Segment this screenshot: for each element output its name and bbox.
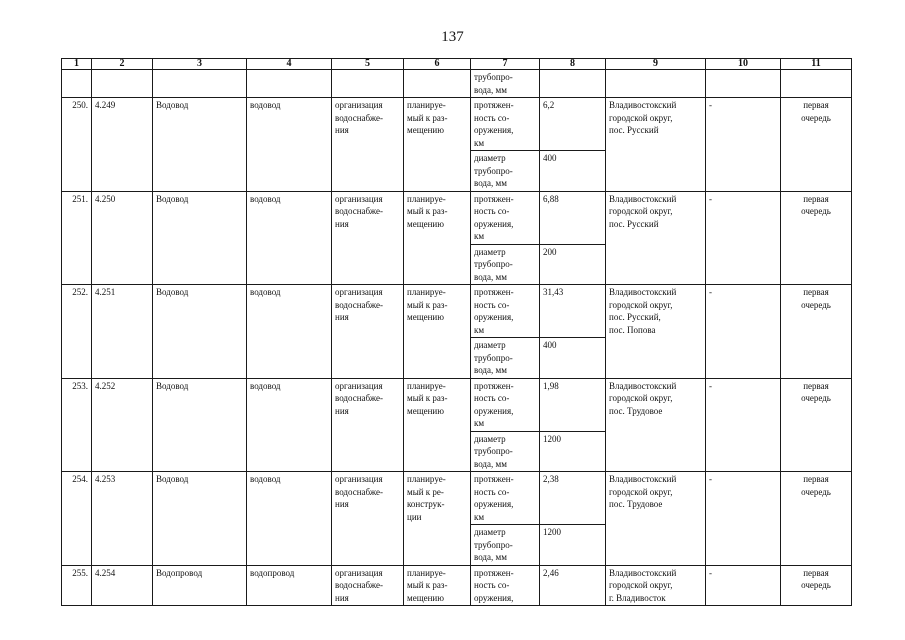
column-number-header: 5 (332, 59, 404, 70)
object-type: водовод (247, 98, 332, 192)
table-row (62, 98, 852, 151)
column-number-header: 2 (92, 59, 153, 70)
object-purpose: организация водоснабже- ния (332, 285, 404, 379)
object-name: Водовод (153, 285, 247, 379)
zone-value: - (706, 472, 781, 566)
column-number-header: 9 (606, 59, 706, 70)
parameter-label: протяжен- ность со- оружения, (471, 565, 540, 606)
object-type: водовод (247, 285, 332, 379)
page-number: 137 (441, 29, 464, 45)
object-type: водопровод (247, 565, 332, 606)
column-number-header: 8 (540, 59, 606, 70)
parameter-label: трубопро- вода, мм (471, 70, 540, 98)
implementation-stage: первая очередь (781, 472, 852, 566)
column-number-header: 1 (62, 59, 92, 70)
parameter-value: 400 (540, 151, 606, 192)
empty-cell (332, 70, 404, 98)
object-location: Владивостокский городской округ, пос. Русский, пос. Попова (606, 285, 706, 379)
object-status: планируе- мый к раз- мещению (404, 98, 471, 192)
implementation-stage: первая очередь (781, 191, 852, 285)
zone-value: - (706, 378, 781, 472)
parameter-label: протяжен- ность со- оружения, км (471, 472, 540, 525)
parameter-value: 31,43 (540, 285, 606, 338)
object-location: Владивостокский городской округ, пос. Трудовое (606, 472, 706, 566)
table-row (62, 378, 852, 431)
parameter-label: протяжен- ность со- оружения, км (471, 285, 540, 338)
object-status: планируе- мый к раз- мещению (404, 285, 471, 379)
parameter-label: диаметр трубопро- вода, мм (471, 244, 540, 285)
object-location: Владивостокский городской округ, пос. Русский (606, 191, 706, 285)
parameter-value: 1200 (540, 431, 606, 472)
planning-table (61, 58, 852, 606)
empty-cell (92, 70, 153, 98)
object-name: Водопровод (153, 565, 247, 606)
parameter-label: диаметр трубопро- вода, мм (471, 151, 540, 192)
column-number-header: 11 (781, 59, 852, 70)
continuation-row (62, 70, 852, 98)
object-status: планируе- мый к ре- конструк- ции (404, 472, 471, 566)
table-row (62, 191, 852, 244)
object-purpose: организация водоснабже- ния (332, 191, 404, 285)
object-location: Владивостокский городской округ, пос. Русский (606, 98, 706, 192)
object-location: Владивостокский городской округ, г. Владивосток (606, 565, 706, 606)
empty-cell (606, 70, 706, 98)
object-status: планируе- мый к раз- мещению (404, 565, 471, 606)
parameter-value: 6,2 (540, 98, 606, 151)
object-type: водовод (247, 191, 332, 285)
row-number: 255. (62, 565, 92, 606)
zone-value: - (706, 191, 781, 285)
object-code: 4.251 (92, 285, 153, 379)
object-code: 4.252 (92, 378, 153, 472)
object-status: планируе- мый к раз- мещению (404, 191, 471, 285)
parameter-value: 2,38 (540, 472, 606, 525)
row-number: 252. (62, 285, 92, 379)
object-code: 4.254 (92, 565, 153, 606)
table-row (62, 472, 852, 525)
object-type: водовод (247, 378, 332, 472)
column-number-header: 4 (247, 59, 332, 70)
parameter-label: диаметр трубопро- вода, мм (471, 525, 540, 566)
parameter-label: диаметр трубопро- вода, мм (471, 431, 540, 472)
zone-value: - (706, 98, 781, 192)
parameter-value: 400 (540, 338, 606, 379)
parameter-value: 200 (540, 244, 606, 285)
column-number-header: 7 (471, 59, 540, 70)
implementation-stage: первая очередь (781, 378, 852, 472)
object-location: Владивостокский городской округ, пос. Трудовое (606, 378, 706, 472)
row-number: 250. (62, 98, 92, 192)
object-code: 4.250 (92, 191, 153, 285)
zone-value: - (706, 285, 781, 379)
empty-cell (247, 70, 332, 98)
object-purpose: организация водоснабже- ния (332, 98, 404, 192)
object-code: 4.249 (92, 98, 153, 192)
row-number: 254. (62, 472, 92, 566)
zone-value: - (706, 565, 781, 606)
table-row (62, 285, 852, 338)
empty-cell (153, 70, 247, 98)
column-number-header: 6 (404, 59, 471, 70)
column-number-header: 3 (153, 59, 247, 70)
parameter-label: протяжен- ность со- оружения, км (471, 191, 540, 244)
parameter-label: протяжен- ность со- оружения, км (471, 378, 540, 431)
table-header-row (62, 59, 852, 70)
parameter-value: 6,88 (540, 191, 606, 244)
implementation-stage: первая очередь (781, 565, 852, 606)
parameter-value: 2,46 (540, 565, 606, 606)
table-row (62, 565, 852, 606)
object-purpose: организация водоснабже- ния (332, 565, 404, 606)
parameter-value: 1,98 (540, 378, 606, 431)
object-name: Водовод (153, 191, 247, 285)
implementation-stage: первая очередь (781, 285, 852, 379)
implementation-stage: первая очередь (781, 98, 852, 192)
empty-cell (706, 70, 781, 98)
parameter-label: диаметр трубопро- вода, мм (471, 338, 540, 379)
empty-cell (781, 70, 852, 98)
object-status: планируе- мый к раз- мещению (404, 378, 471, 472)
column-number-header: 10 (706, 59, 781, 70)
row-number: 253. (62, 378, 92, 472)
object-purpose: организация водоснабже- ния (332, 472, 404, 566)
object-code: 4.253 (92, 472, 153, 566)
empty-cell (62, 70, 92, 98)
object-name: Водовод (153, 378, 247, 472)
object-purpose: организация водоснабже- ния (332, 378, 404, 472)
object-type: водовод (247, 472, 332, 566)
object-name: Водовод (153, 98, 247, 192)
empty-cell (404, 70, 471, 98)
parameter-label: протяжен- ность со- оружения, км (471, 98, 540, 151)
object-name: Водовод (153, 472, 247, 566)
parameter-value: 1200 (540, 525, 606, 566)
row-number: 251. (62, 191, 92, 285)
empty-cell (540, 70, 606, 98)
